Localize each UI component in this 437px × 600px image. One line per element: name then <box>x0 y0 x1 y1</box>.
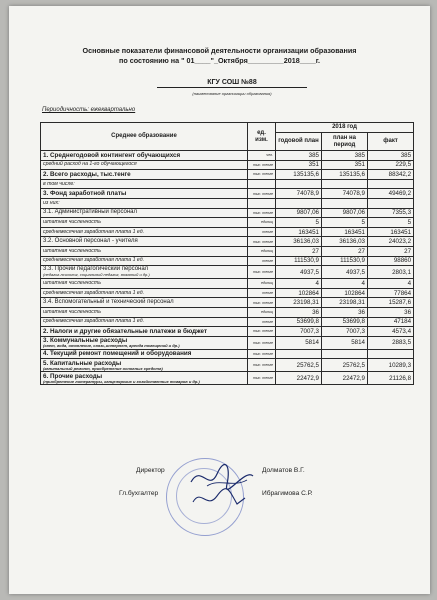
fact-value: 24023,2 <box>368 237 414 247</box>
organization-name: КГУ СОШ №88 <box>157 79 307 88</box>
period-plan-value <box>322 179 368 189</box>
document-title-line1: Основные показатели финансовой деятельности организации образования <box>82 46 357 55</box>
table-row <box>41 279 414 289</box>
fact-value: 7355,3 <box>368 208 414 218</box>
table-row <box>41 266 414 279</box>
row-label: из них: <box>43 199 60 206</box>
row-label-cell <box>41 359 248 372</box>
row-unit: тыс. тенге <box>248 327 276 337</box>
table-row <box>41 237 414 247</box>
row-label: 3.4. Вспомогательный и технический персонал <box>43 299 174 306</box>
row-unit: тыс. тенге <box>248 298 276 308</box>
fact-value: 4573,4 <box>368 327 414 337</box>
table-row <box>41 198 414 208</box>
row-label-cell <box>41 317 248 327</box>
annual-plan-value: 23198,31 <box>276 298 322 308</box>
row-label-cell <box>41 151 248 161</box>
row-unit: тенге <box>248 317 276 327</box>
fact-value: 2803,1 <box>368 266 414 279</box>
row-label-cell <box>41 237 248 247</box>
period-plan-value: 7007,3 <box>322 327 368 337</box>
table-row <box>41 256 414 266</box>
row-sublabel: (свет, вода, отопление, связь,интернет, аренда помещений и др.) <box>43 342 180 348</box>
row-unit <box>248 179 276 189</box>
period-plan-value: 111530,9 <box>322 256 368 266</box>
row-label: средний расход на 1-го обучающегося <box>43 161 137 168</box>
row-unit: тыс. тенге <box>248 266 276 279</box>
row-label: 6. Прочие расходы <box>43 372 103 380</box>
row-label-cell <box>41 189 248 199</box>
row-unit: тыс. тенге <box>248 170 276 180</box>
table-row <box>41 208 414 218</box>
row-label: штатная численность <box>43 218 101 225</box>
row-sublabel: (приобретение литературы, канцелярских и хозяйственных товаров и др.) <box>43 378 200 384</box>
column-header-unit: ед. изм. <box>248 123 276 151</box>
accountant-signature <box>189 484 249 514</box>
accountant-title: Гл.бухгалтер <box>119 490 159 497</box>
row-unit: тенге <box>248 288 276 298</box>
row-label: среднемесячная заработная плата 1 ед. <box>43 289 145 296</box>
column-header-annual-plan: годовой план <box>276 133 322 151</box>
row-label-cell <box>41 336 248 349</box>
period-plan-value: 135135,6 <box>322 170 368 180</box>
fact-value: 98860 <box>368 256 414 266</box>
annual-plan-value: 74078,9 <box>276 189 322 199</box>
row-unit: единиц <box>248 307 276 317</box>
fact-value: 77864 <box>368 288 414 298</box>
period-plan-value: 23198,31 <box>322 298 368 308</box>
financial-indicators-table <box>40 122 414 385</box>
table-row <box>41 288 414 298</box>
fact-value <box>368 179 414 189</box>
fact-value: 27 <box>368 246 414 256</box>
annual-plan-value: 102864 <box>276 288 322 298</box>
table-row <box>41 349 414 359</box>
director-title: Директор <box>136 467 165 474</box>
annual-plan-value: 135135,6 <box>276 170 322 180</box>
row-label: штатная численность <box>43 308 101 315</box>
fact-value: 385 <box>368 151 414 161</box>
row-unit: единиц <box>248 279 276 289</box>
fact-value: 229,5 <box>368 160 414 170</box>
table-row <box>41 372 414 385</box>
period-plan-value: 36 <box>322 307 368 317</box>
row-label-cell <box>41 218 248 228</box>
table-row <box>41 151 414 161</box>
row-label: 2. Налоги и другие обязательные платежи в бюджет <box>43 327 208 335</box>
annual-plan-value: 9807,06 <box>276 208 322 218</box>
row-label-cell <box>41 279 248 289</box>
fact-value: 4 <box>368 279 414 289</box>
annual-plan-value: 4 <box>276 279 322 289</box>
table-row <box>41 170 414 180</box>
row-unit: чел. <box>248 151 276 161</box>
fact-value: 163451 <box>368 227 414 237</box>
row-label-cell <box>41 349 248 359</box>
period-plan-value: 53699,8 <box>322 317 368 327</box>
period-plan-value: 27 <box>322 246 368 256</box>
accountant-name: Ибрагимова С.Р. <box>262 490 313 497</box>
fact-value: 88342,2 <box>368 170 414 180</box>
period-plan-value: 74078,9 <box>322 189 368 199</box>
column-header-fact: факт <box>368 133 414 151</box>
column-header-name: Среднее образование <box>41 123 248 151</box>
annual-plan-value: 351 <box>276 160 322 170</box>
period-plan-value <box>322 349 368 359</box>
table-row <box>41 160 414 170</box>
row-label: штатная численность <box>43 279 101 286</box>
period-plan-value: 36136,03 <box>322 237 368 247</box>
row-label-cell <box>41 208 248 218</box>
row-label: среднемесячная заработная плата 1 ед. <box>43 228 145 235</box>
row-unit: тыс. тенге <box>248 336 276 349</box>
period-plan-value <box>322 198 368 208</box>
annual-plan-value: 5 <box>276 218 322 228</box>
period-plan-value: 163451 <box>322 227 368 237</box>
row-label: 3.2. Основной персонал - учителя <box>43 238 138 245</box>
period-plan-value: 351 <box>322 160 368 170</box>
table-row <box>41 336 414 349</box>
fact-value: 5 <box>368 218 414 228</box>
table-row <box>41 359 414 372</box>
document-page <box>9 6 430 594</box>
row-unit: тыс. тенге <box>248 349 276 359</box>
fact-value: 36 <box>368 307 414 317</box>
row-label-cell <box>41 256 248 266</box>
annual-plan-value: 27 <box>276 246 322 256</box>
row-label-cell <box>41 266 248 279</box>
row-label-cell <box>41 372 248 385</box>
fact-value: 15287,6 <box>368 298 414 308</box>
table-row <box>41 317 414 327</box>
row-label: 3. Коммунальные расходы <box>43 336 128 344</box>
row-label: в том числе: <box>43 180 75 187</box>
row-label: штатная численность <box>43 247 101 254</box>
table-row <box>41 298 414 308</box>
row-unit: тенге <box>248 227 276 237</box>
annual-plan-value: 7007,3 <box>276 327 322 337</box>
period-plan-value: 4937,5 <box>322 266 368 279</box>
row-unit: тенге <box>248 256 276 266</box>
row-unit: тыс. тенге <box>248 237 276 247</box>
annual-plan-value: 163451 <box>276 227 322 237</box>
column-header-year: 2018 год <box>276 123 414 133</box>
row-label: 4. Текущий ремонт помещений и оборудования <box>43 350 192 358</box>
row-unit <box>248 198 276 208</box>
row-label: среднемесячная заработная плата 1 ед. <box>43 257 145 264</box>
annual-plan-value: 22472,9 <box>276 372 322 385</box>
annual-plan-value: 53699,8 <box>276 317 322 327</box>
row-label: 2. Всего расходы, тыс.тенге <box>43 170 131 178</box>
period-plan-value: 5814 <box>322 336 368 349</box>
annual-plan-value: 4937,5 <box>276 266 322 279</box>
table-row <box>41 227 414 237</box>
row-unit: тыс. тенге <box>248 208 276 218</box>
row-unit: тыс. тенге <box>248 372 276 385</box>
document-title-line2: по состоянию на " 01____"_Октября_________2018____г. <box>118 56 320 65</box>
row-label-cell <box>41 179 248 189</box>
row-label-cell <box>41 288 248 298</box>
fact-value: 47184 <box>368 317 414 327</box>
table-row <box>41 218 414 228</box>
annual-plan-value: 25762,5 <box>276 359 322 372</box>
row-unit: единиц <box>248 246 276 256</box>
table-row <box>41 307 414 317</box>
annual-plan-value <box>276 198 322 208</box>
row-label: 3.1. Административный персонал <box>43 209 138 216</box>
annual-plan-value: 36 <box>276 307 322 317</box>
row-label: 3.3. Прочий педагогический персонал <box>43 266 149 273</box>
row-label-cell <box>41 327 248 337</box>
fact-value <box>368 198 414 208</box>
row-label-cell <box>41 227 248 237</box>
row-label-cell <box>41 160 248 170</box>
row-sublabel: (капитальный ремонт, приобретение основных средств) <box>43 365 163 371</box>
director-name: Долматов В.Г. <box>262 467 305 474</box>
table-row <box>41 179 414 189</box>
row-unit: единиц <box>248 218 276 228</box>
fact-value <box>368 349 414 359</box>
row-label-cell <box>41 198 248 208</box>
row-label: 1. Среднегодовой контингент обучающихся <box>43 151 181 159</box>
period-plan-value: 385 <box>322 151 368 161</box>
table-body <box>41 151 414 385</box>
periodicity-label: Периодичность: ежеквартально <box>42 107 136 113</box>
annual-plan-value: 111530,9 <box>276 256 322 266</box>
row-label-cell <box>41 246 248 256</box>
period-plan-value: 102864 <box>322 288 368 298</box>
fact-value: 10289,3 <box>368 359 414 372</box>
organization-caption: (наименование организации образования) <box>192 91 272 96</box>
row-label: 5. Капитальные расходы <box>43 359 122 367</box>
row-label-cell <box>41 298 248 308</box>
row-label: 3. Фонд заработной платы <box>43 190 127 198</box>
fact-value: 49469,2 <box>368 189 414 199</box>
column-header-period-plan: план на период <box>322 133 368 151</box>
row-unit: тыс. тенге <box>248 359 276 372</box>
period-plan-value: 5 <box>322 218 368 228</box>
period-plan-value: 9807,06 <box>322 208 368 218</box>
annual-plan-value: 36136,03 <box>276 237 322 247</box>
table-row <box>41 189 414 199</box>
period-plan-value: 25762,5 <box>322 359 368 372</box>
row-label: среднемесячная заработная плата 1 ед. <box>43 318 145 325</box>
fact-value: 21126,8 <box>368 372 414 385</box>
table-row <box>41 327 414 337</box>
fact-value: 2883,5 <box>368 336 414 349</box>
annual-plan-value: 5814 <box>276 336 322 349</box>
row-label-cell <box>41 170 248 180</box>
row-label-cell <box>41 307 248 317</box>
row-unit: тыс. тенге <box>248 160 276 170</box>
annual-plan-value <box>276 179 322 189</box>
period-plan-value: 4 <box>322 279 368 289</box>
annual-plan-value <box>276 349 322 359</box>
row-sublabel: (педагог-психолог, социальный педагог, вожатый и др.) <box>43 272 150 278</box>
row-unit: тыс. тенге <box>248 189 276 199</box>
table-row <box>41 246 414 256</box>
period-plan-value: 22472,9 <box>322 372 368 385</box>
annual-plan-value: 385 <box>276 151 322 161</box>
